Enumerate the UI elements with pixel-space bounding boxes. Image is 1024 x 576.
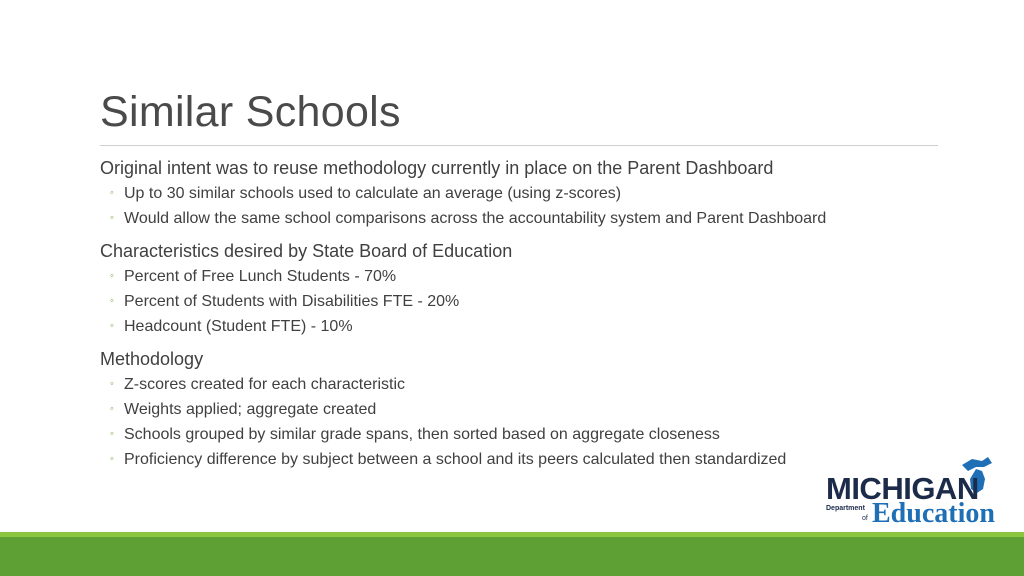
list-item-text: Z-scores created for each characteristic xyxy=(124,376,405,393)
bullet-icon: ◦ xyxy=(110,378,114,390)
footer-band xyxy=(0,532,1024,576)
bullet-icon: ◦ xyxy=(110,453,114,465)
section-heading: Methodology xyxy=(100,349,204,369)
bullet-icon: ◦ xyxy=(110,403,114,415)
section-original-intent xyxy=(100,156,960,231)
slide-title: Similar Schools xyxy=(100,88,401,136)
footer-stripe xyxy=(0,532,1024,537)
list-item-text: Proficiency difference by subject between a school and its peers calculated then standardized xyxy=(124,451,787,468)
section-characteristics xyxy=(100,239,960,339)
list-item-text: Headcount (Student FTE) - 10% xyxy=(124,318,353,335)
logo-of-text: of xyxy=(862,515,868,522)
logo-michigan-text: MICHIGAN xyxy=(826,471,979,506)
list-item-text: Up to 30 similar schools used to calculate an average (using z-scores) xyxy=(124,185,622,202)
michigan-education-logo xyxy=(826,455,1016,530)
bullet-list xyxy=(100,264,960,339)
list-item-text: Would allow the same school comparisons across the accountability system and Parent Dashboard xyxy=(124,210,827,227)
list-item xyxy=(110,314,960,339)
bullet-icon: ◦ xyxy=(110,270,114,282)
list-item-text: Percent of Students with Disabilities FTE - 20% xyxy=(124,293,460,310)
bullet-icon: ◦ xyxy=(110,295,114,307)
list-item xyxy=(110,397,960,422)
list-item-text: Percent of Free Lunch Students - 70% xyxy=(124,268,397,285)
bullet-icon: ◦ xyxy=(110,212,114,224)
logo-education-text: Education xyxy=(872,498,995,529)
list-item xyxy=(110,372,960,397)
bullet-list xyxy=(100,181,960,231)
section-heading: Characteristics desired by State Board of Education xyxy=(100,241,513,261)
logo-department-text: Department xyxy=(826,505,865,512)
bullet-icon: ◦ xyxy=(110,320,114,332)
list-item-text: Schools grouped by similar grade spans, then sorted based on aggregate closeness xyxy=(124,426,720,443)
list-item xyxy=(110,181,960,206)
bullet-icon: ◦ xyxy=(110,187,114,199)
list-item xyxy=(110,289,960,314)
list-item-text: Weights applied; aggregate created xyxy=(124,401,377,418)
bullet-icon: ◦ xyxy=(110,428,114,440)
list-item xyxy=(110,206,960,231)
section-methodology xyxy=(100,347,960,472)
slide-content xyxy=(100,156,960,480)
title-divider xyxy=(100,145,938,146)
list-item xyxy=(110,422,960,447)
section-heading: Original intent was to reuse methodology currently in place on the Parent Dashboard xyxy=(100,158,774,178)
list-item xyxy=(110,264,960,289)
